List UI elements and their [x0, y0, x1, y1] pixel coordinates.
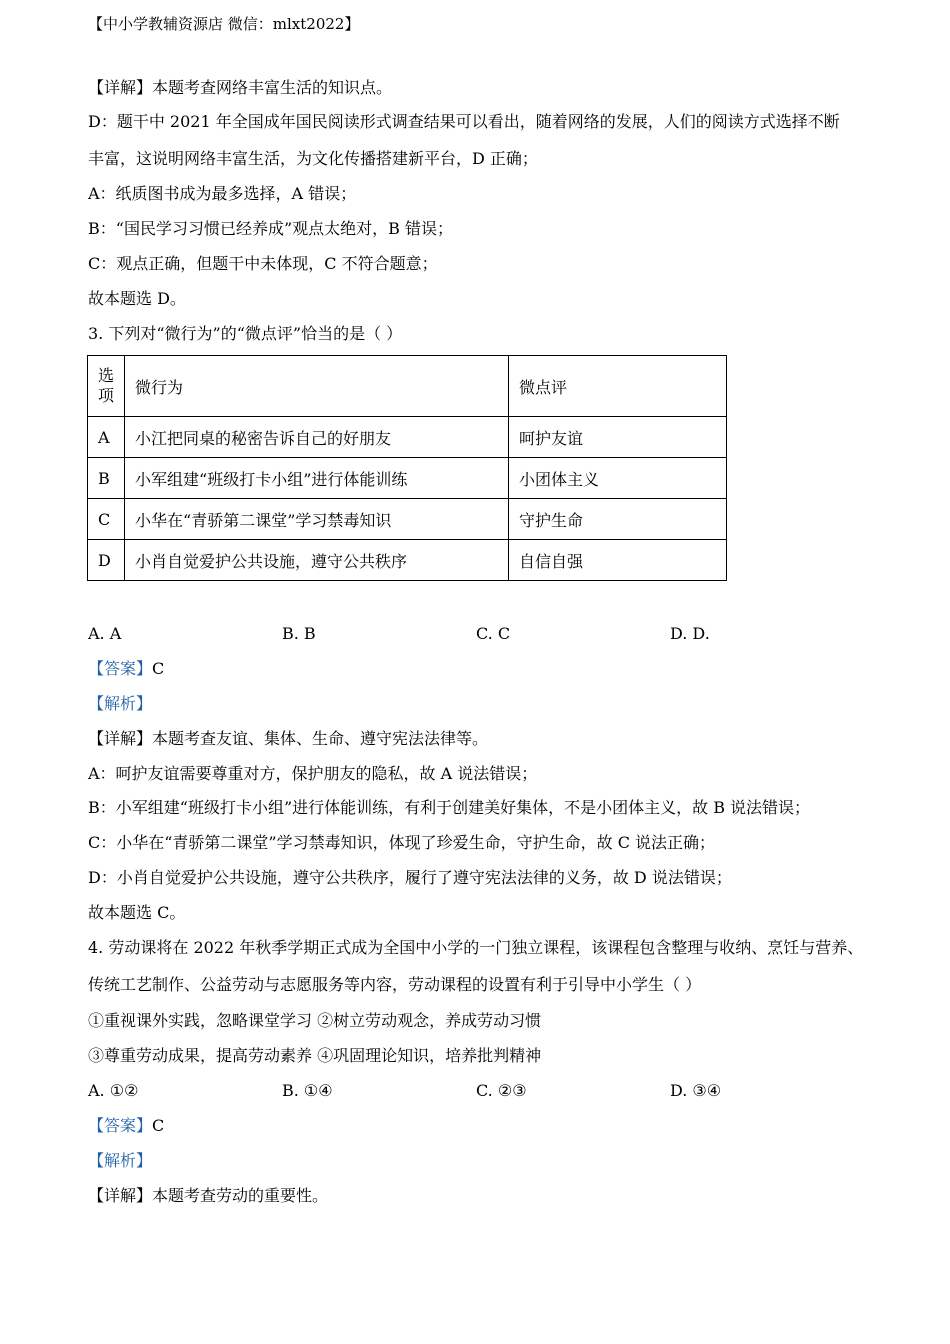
table-header-option: 选项 — [88, 356, 125, 417]
q3-table — [87, 355, 727, 581]
q2-explain-b: B：“国民学习习惯已经养成”观点太绝对，B 错误； — [88, 219, 453, 238]
table-row — [88, 499, 727, 540]
answer-tag: 【答案】 — [88, 1116, 153, 1135]
table-cell-comment: 守护生命 — [509, 499, 727, 540]
q4-stem-line1: 4. 劳动课将在 2022 年秋季学期正式成为全国中小学的一门独立课程，该课程包含整理与收纳、烹饪与营养、 — [88, 938, 864, 957]
q4-option-b: B. ①④ — [282, 1081, 333, 1100]
q3-explain-b: B：小军组建“班级打卡小组”进行体能训练，有利于创建美好集体，不是小团体主义，故 B 说法错误； — [88, 798, 811, 817]
q4-statements-2: ③尊重劳动成果，提高劳动素养 ④巩固理论知识，培养批判精神 — [88, 1046, 542, 1065]
q3-detail: 【详解】本题考查友谊、集体、生命、遵守宪法法律等。 — [88, 729, 489, 748]
q2-explain-a: A：纸质图书成为最多选择，A 错误； — [88, 184, 357, 203]
q3-answer — [88, 659, 164, 679]
answer-value: C — [152, 659, 165, 678]
table-cell-option: B — [88, 458, 125, 499]
table-cell-behavior: 小华在“青骄第二课堂”学习禁毒知识 — [125, 499, 509, 540]
q4-option-d: D. ③④ — [670, 1081, 722, 1100]
q3-explain-c: C：小华在“青骄第二课堂”学习禁毒知识，体现了珍爱生命，守护生命，故 C 说法正确； — [88, 833, 716, 852]
table-cell-option: D — [88, 540, 125, 581]
table-cell-comment: 呵护友谊 — [509, 417, 727, 458]
q4-stem-line2: 传统工艺制作、公益劳动与志愿服务等内容，劳动课程的设置有利于引导中小学生（ ） — [88, 975, 702, 994]
q4-answer — [88, 1116, 164, 1136]
q2-explain-c: C：观点正确，但题干中未体现，C 不符合题意； — [88, 254, 438, 273]
q3-option-c: C. C — [476, 624, 511, 643]
q3-explain-d: D：小肖自觉爱护公共设施，遵守公共秩序，履行了遵守宪法法律的义务，故 D 说法错误； — [88, 868, 732, 887]
q4-detail: 【详解】本题考查劳动的重要性。 — [88, 1186, 329, 1205]
q3-option-a: A. A — [88, 624, 122, 643]
table-cell-option: A — [88, 417, 125, 458]
table-row — [88, 458, 727, 499]
table-cell-behavior: 小军组建“班级打卡小组”进行体能训练 — [125, 458, 509, 499]
q4-statements-1: ①重视课外实践，忽略课堂学习 ②树立劳动观念，养成劳动习惯 — [88, 1011, 542, 1030]
q3-explain-a: A：呵护友谊需要尊重对方，保护朋友的隐私，故 A 说法错误； — [88, 764, 538, 783]
table-header-row — [88, 356, 727, 417]
table-row — [88, 540, 727, 581]
table-cell-behavior: 小肖自觉爱护公共设施，遵守公共秩序 — [125, 540, 509, 581]
q2-detail: 【详解】本题考查网络丰富生活的知识点。 — [88, 78, 393, 97]
table-cell-behavior: 小江把同桌的秘密告诉自己的好朋友 — [125, 417, 509, 458]
answer-value: C — [152, 1116, 165, 1135]
q3-option-d: D. D. — [670, 624, 710, 643]
table-cell-comment: 自信自强 — [509, 540, 727, 581]
table-cell-option: C — [88, 499, 125, 540]
table-header-comment: 微点评 — [509, 356, 727, 417]
q2-conclusion: 故本题选 D。 — [88, 289, 186, 308]
q2-explain-d-line1: D：题干中 2021 年全国成年国民阅读形式调查结果可以看出，随着网络的发展，人们的阅读方式选择不断 — [88, 112, 840, 131]
table-cell-comment: 小团体主义 — [509, 458, 727, 499]
answer-tag: 【答案】 — [88, 659, 153, 678]
q4-option-c: C. ②③ — [476, 1081, 527, 1100]
q3-stem: 3. 下列对“微行为”的“微点评”恰当的是（ ） — [88, 324, 403, 343]
q3-analysis-tag: 【解析】 — [88, 694, 153, 713]
table-row — [88, 417, 727, 458]
q3-conclusion: 故本题选 C。 — [88, 903, 186, 922]
q4-analysis-tag: 【解析】 — [88, 1151, 153, 1170]
table-header-behavior: 微行为 — [125, 356, 509, 417]
page-header: 【中小学教辅资源店 微信：mlxt2022】 — [88, 15, 360, 33]
q4-option-a: A. ①② — [88, 1081, 139, 1100]
q2-explain-d-line2: 丰富，这说明网络丰富生活，为文化传播搭建新平台，D 正确； — [88, 149, 538, 168]
q3-option-b: B. B — [282, 624, 316, 643]
